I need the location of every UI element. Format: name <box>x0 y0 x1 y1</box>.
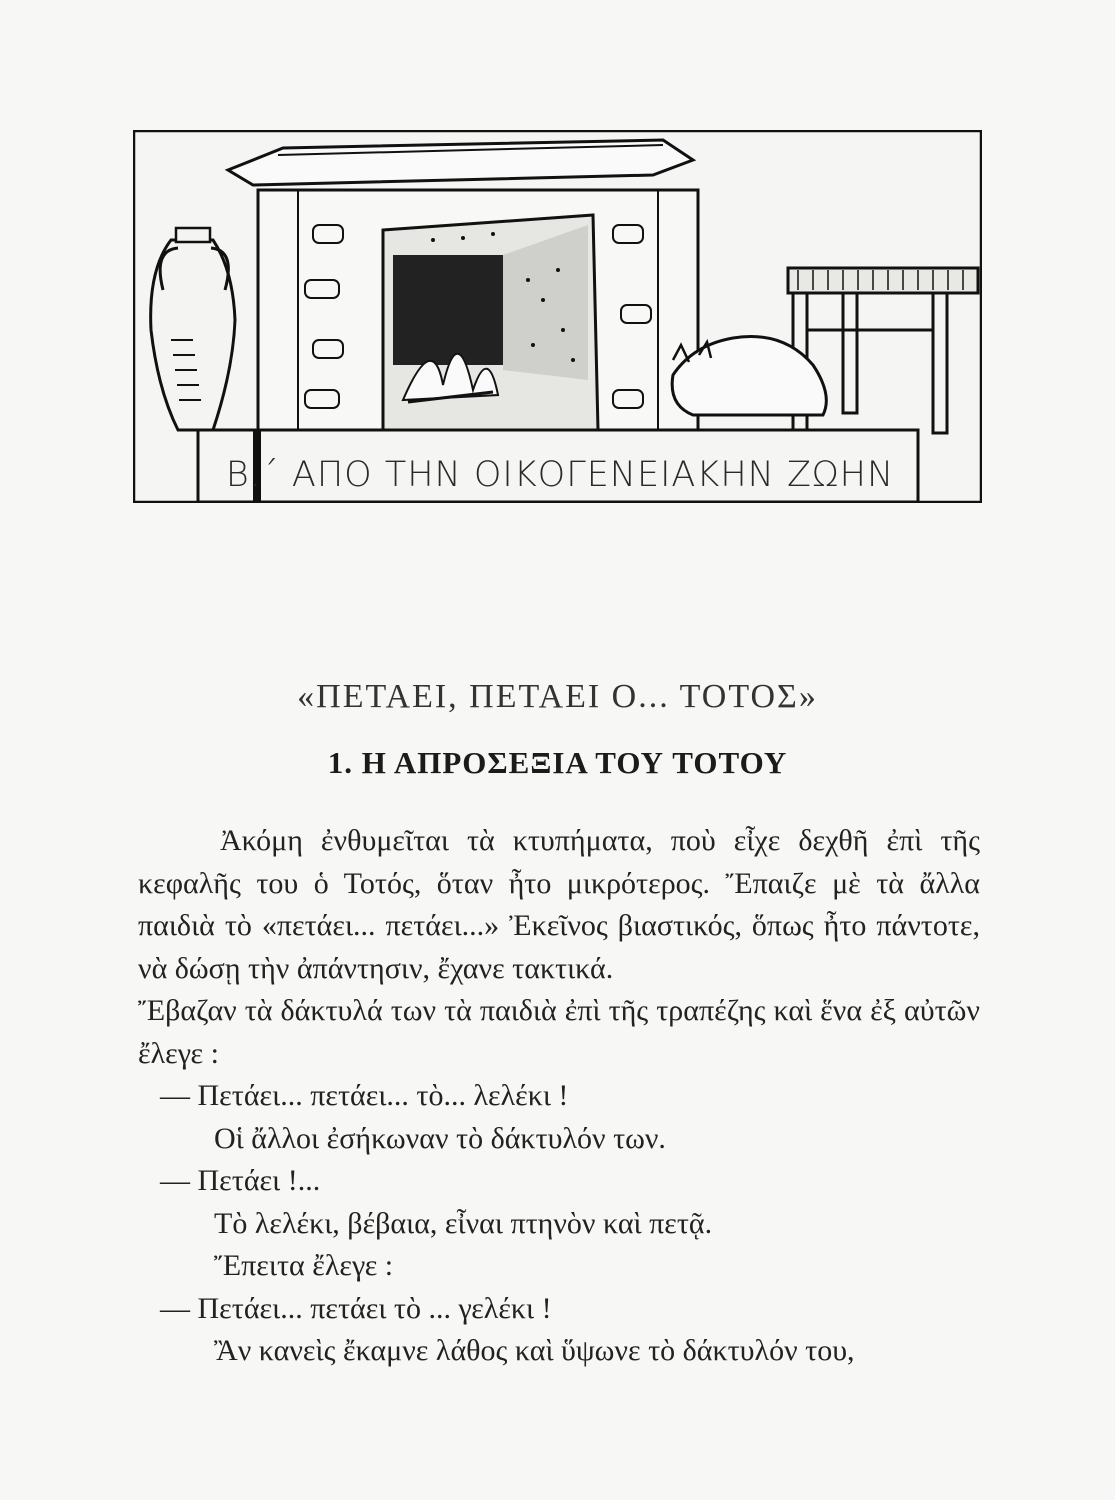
chapter-header-illustration <box>133 130 982 503</box>
chapter-title: 1. Η ΑΠΡΟΣΕΞΙΑ ΤΟΥ ΤΟΤΟΥ <box>327 745 788 780</box>
narration-line-7: Ἂν κανεὶς ἔκαμνε λάθος καὶ ὕψωνε τὸ δάκτυλόν του, <box>214 1334 855 1367</box>
section-title: Β.΄ ΑΠΟ ΤΗΝ ΟΙΚΟΓΕΝΕΙΑΚΗΝ ΖΩΗΝ <box>225 455 895 495</box>
fireplace-illustration <box>133 130 982 503</box>
narration-line-5: Ἔπειτα ἔλεγε : <box>214 1249 394 1282</box>
body-text <box>138 820 980 1373</box>
narration-line-2: Οἱ ἄλλοι ἐσήκωναν τὸ δάκτυλόν των. <box>214 1121 666 1155</box>
dialogue-line-3: — Πετάει !... <box>138 1160 980 1203</box>
paragraph-2: Ἔβαζαν τὰ δάκτυλά των τὰ παιδιὰ ἐπὶ τῆς τραπέζης καὶ ἕνα ἐξ αὐτῶν ἔλεγε : <box>138 994 980 1070</box>
dialogue-line-1: — Πετάει... πετάει... τὸ... λελέκι ! <box>138 1075 980 1118</box>
story-title: «ΠΕΤΑΕΙ, ΠΕΤΑΕΙ Ο... ΤΟΤΟΣ» <box>297 678 818 715</box>
dialogue-line-6: — Πετάει... πετάει τὸ ... γελέκι ! <box>138 1288 980 1331</box>
narration-line-4: Τὸ λελέκι, βέβαια, εἶναι πτηνὸν καὶ πετᾷ. <box>214 1206 713 1240</box>
paragraph-1: Ἀκόμη ἐνθυμεῖται τὰ κτυπήματα, ποὺ εἶχε δεχθῆ ἐπὶ τῆς κεφαλῆς του ὁ Τοτός, ὅταν ἦτο μικρότερος. Ἔπαιζε μὲ τὰ ἄλλα παιδιὰ τὸ «πετάει... πετάει...» Ἐκεῖνος βιαστικός, ὅπως ἦτο πάντοτε, νὰ δώσῃ τὴν ἀπάντησιν, ἔχανε τακτικά. <box>138 824 980 985</box>
